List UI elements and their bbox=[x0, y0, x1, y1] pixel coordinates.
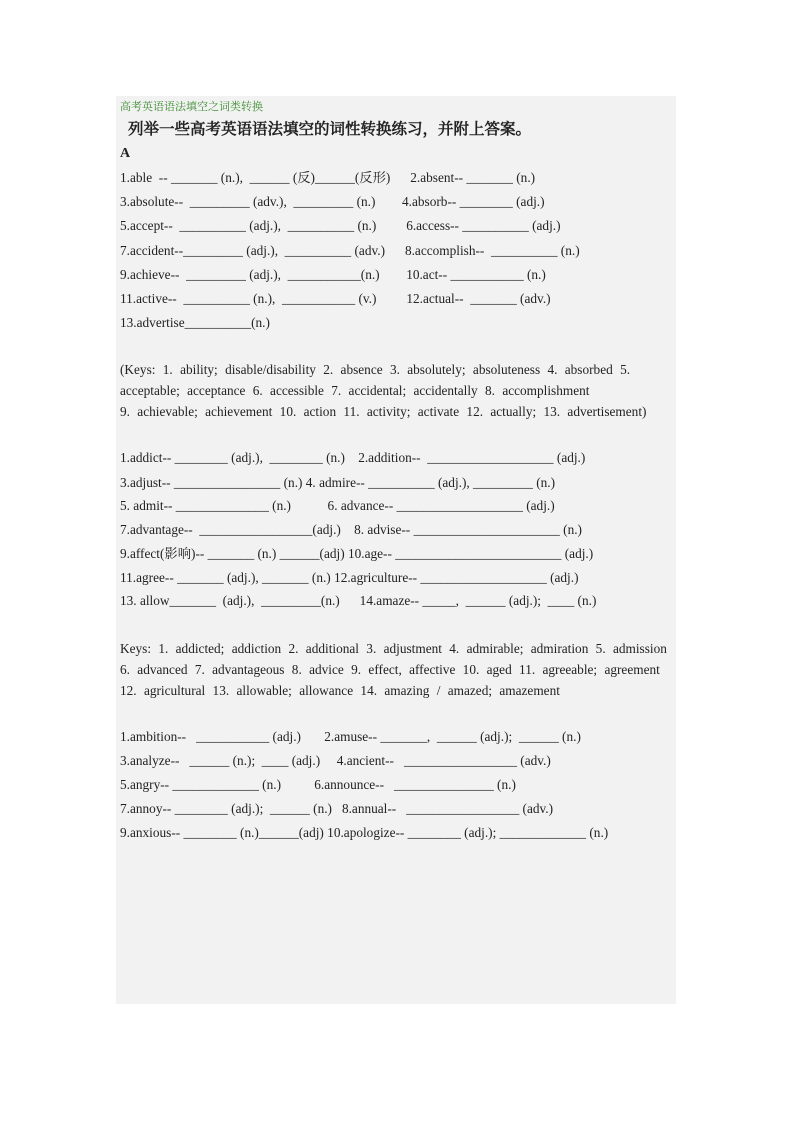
exercise-row: 5.angry-- _____________ (n.) 6.announce-- _______________ (n.) bbox=[120, 776, 516, 792]
exercise-row: 1.addict-- ________ (adj.), ________ (n.) 2.addition-- ___________________ (adj.) bbox=[120, 450, 586, 466]
document-content bbox=[120, 98, 672, 845]
exercise-row: 9.affect(影响)-- _______ (n.) ______(adj) 10.age-- _________________________ (adj.) bbox=[120, 546, 594, 562]
exercise-row: 1.ambition-- ___________ (adj.) 2.amuse-- _______, ______ (adj.); ______ (n.) bbox=[120, 728, 581, 744]
exercise-row: 5.accept-- __________ (adj.), __________ (n.) 6.access-- __________ (adj.) bbox=[120, 218, 561, 234]
answer-keys-1 bbox=[120, 359, 672, 422]
exercise-row: 3.adjust-- ________________ (n.) 4. admire-- __________ (adj.), _________ (n.) bbox=[120, 474, 556, 490]
page-title: 列举一些高考英语语法填空的词性转换练习，并附上答案。 bbox=[128, 119, 532, 138]
exercise-row: 13. allow_______ (adj.), _________(n.) 14.amaze-- _____, ______ (adj.); ____ (n.) bbox=[120, 593, 597, 609]
answer-key-line: 9. achievable; achievement 10. action 11. activity; activate 12. actually; 13. advertisement) bbox=[120, 404, 647, 420]
article-link[interactable]: 高考英语语法填空之词类转换 bbox=[120, 100, 263, 113]
exercise-row: 7.advantage-- _________________(adj.) 8. advise-- ______________________ (n.) bbox=[120, 522, 582, 538]
answer-key-line: (Keys: 1. ability; disable/disability 2. absence 3. absolutely; absoluteness 4. absorbed 5. acceptable; acceptance 6. accessible 7. accidental; accidentally 8. accomplishment bbox=[120, 362, 631, 399]
answer-keys-2: Keys: 1. addicted; addiction 2. additional 3. adjustment 4. admirable; admiration 5. admission 6. advanced 7. advantageous 8. advice 9. effect, affective 10. aged 11. agreeable; agreement 12. agricultural 13. allowable; allowance 14. amazing / amazed; amazement bbox=[120, 640, 667, 698]
section-letter: A bbox=[120, 146, 131, 161]
exercise-row: 11.agree-- _______ (adj.), _______ (n.) 12.agriculture-- ___________________ (adj.) bbox=[120, 569, 579, 585]
exercise-row: 9.achieve-- _________ (adj.), ___________(n.) 10.act-- ___________ (n.) bbox=[120, 266, 546, 282]
exercise-row: 11.active-- __________ (n.), ___________ (v.) 12.actual-- _______ (adv.) bbox=[120, 290, 551, 306]
exercise-row: 13.advertise__________(n.) bbox=[120, 315, 270, 331]
exercise-group-2 bbox=[120, 446, 672, 613]
exercise-row: 1.able -- _______ (n.), ______ (反)______(反形) 2.absent-- _______ (n.) bbox=[120, 170, 536, 185]
document-panel bbox=[116, 96, 676, 1004]
exercise-row: 9.anxious-- ________ (n.)______(adj) 10.apologize-- ________ (adj.); _____________ (n.) bbox=[120, 825, 609, 841]
exercise-group-1 bbox=[120, 166, 672, 335]
exercise-row: 7.accident--_________ (adj.), __________ (adv.) 8.accomplish-- __________ (n.) bbox=[120, 242, 580, 258]
exercise-group-3 bbox=[120, 725, 672, 845]
exercise-row: 3.absolute-- _________ (adv.), _________ (n.) 4.absorb-- ________ (adj.) bbox=[120, 194, 545, 210]
exercise-row: 3.analyze-- ______ (n.); ____ (adj.) 4.ancient-- _________________ (adv.) bbox=[120, 752, 551, 768]
exercise-row: 5. admit-- ______________ (n.) 6. advance-- ___________________ (adj.) bbox=[120, 498, 555, 513]
exercise-row: 7.annoy-- ________ (adj.); ______ (n.) 8.annual-- _________________ (adv.) bbox=[120, 801, 554, 817]
